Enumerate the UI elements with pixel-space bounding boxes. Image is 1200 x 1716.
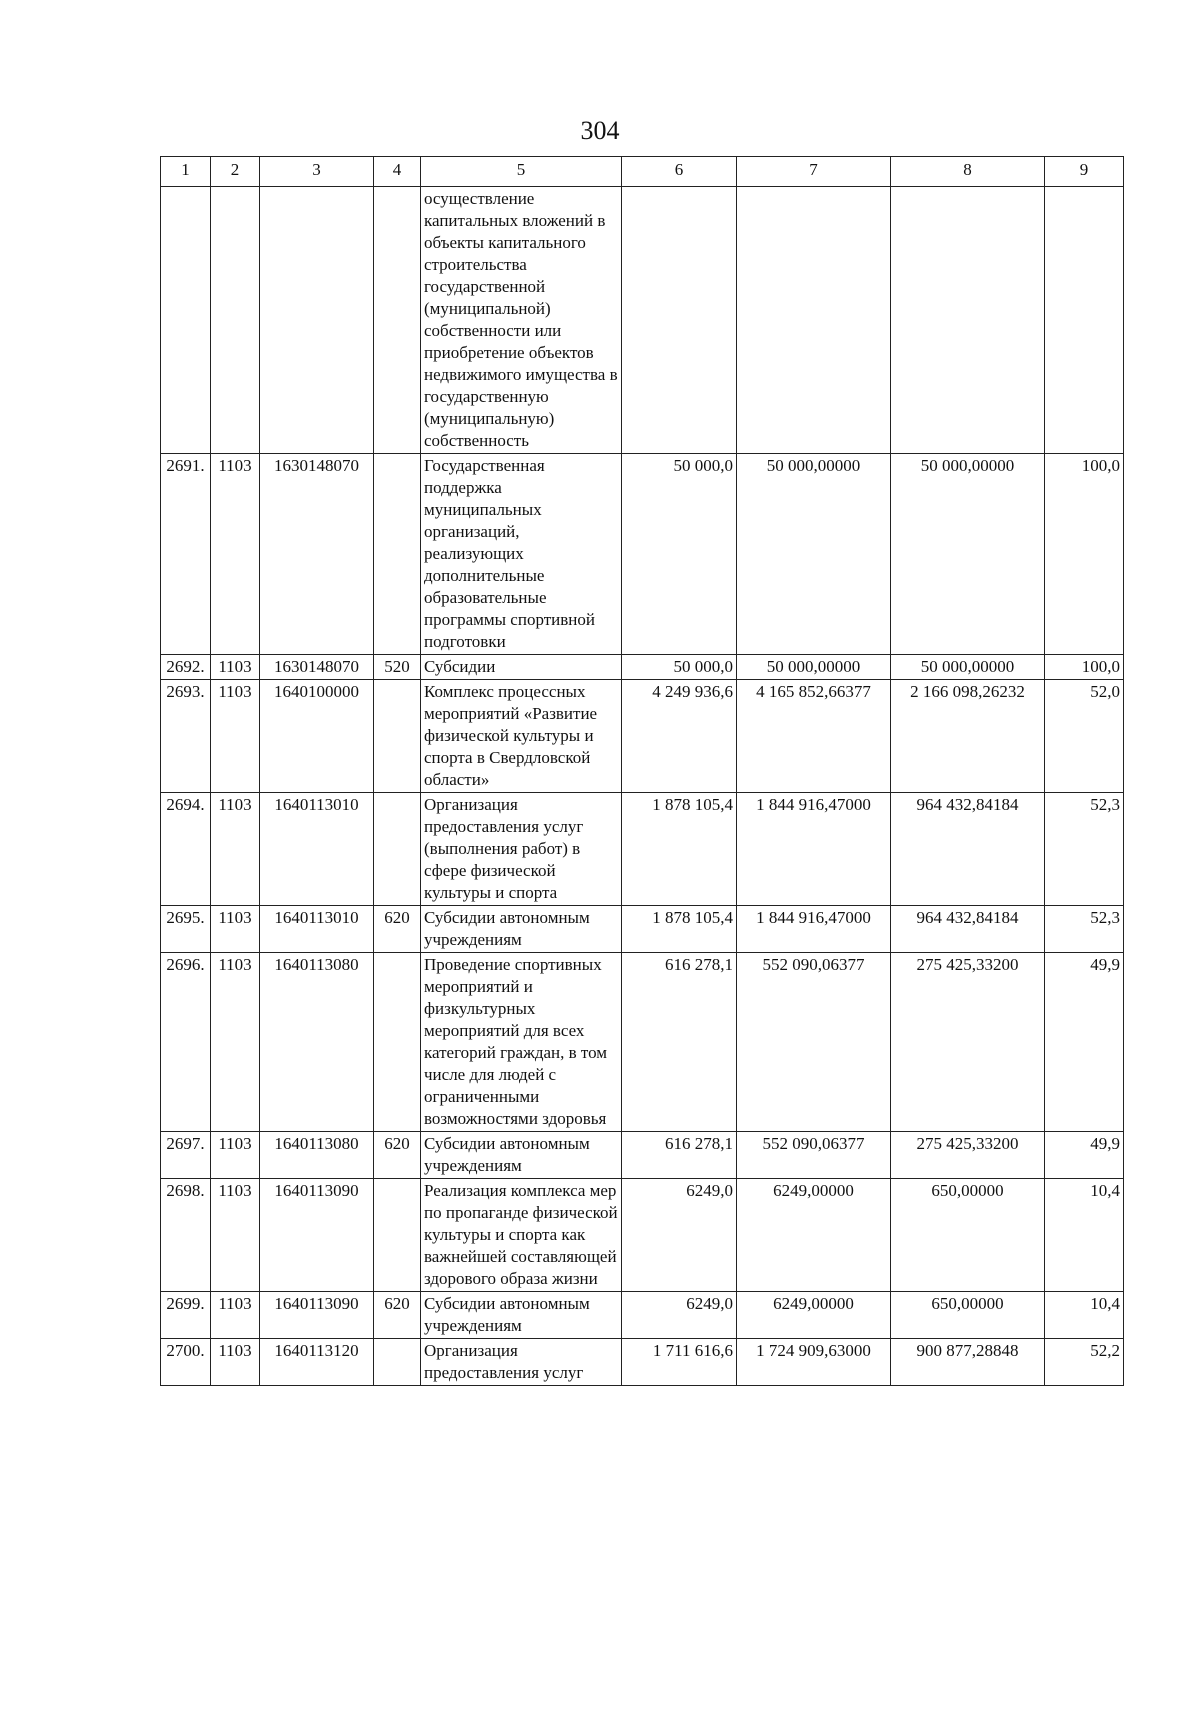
expense-type-code xyxy=(374,1339,421,1386)
value-col-7: 1 844 916,47000 xyxy=(737,906,891,953)
value-col-6: 1 711 616,6 xyxy=(622,1339,737,1386)
percent-col-9: 52,3 xyxy=(1045,793,1124,906)
target-article-code: 1630148070 xyxy=(260,655,374,680)
value-col-8: 275 425,33200 xyxy=(891,1132,1045,1179)
percent-col-9: 100,0 xyxy=(1045,454,1124,655)
item-name: Организация предоставления услуг (выполнения работ) в сфере физической культуры и спорта xyxy=(421,793,622,906)
row-number: 2694. xyxy=(161,793,211,906)
value-col-6: 6249,0 xyxy=(622,1292,737,1339)
column-header-9: 9 xyxy=(1045,157,1124,187)
expense-type-code xyxy=(374,454,421,655)
item-name: осуществление капитальных вложений в объекты капитального строительства государственной (муниципальной) собственности или приобретение объектов недвижимого имущества в государственную (муниципальную) собственность xyxy=(421,187,622,454)
value-col-7: 552 090,06377 xyxy=(737,953,891,1132)
value-col-8: 964 432,84184 xyxy=(891,906,1045,953)
expense-type-code: 620 xyxy=(374,1292,421,1339)
item-name: Проведение спортивных мероприятий и физкультурных мероприятий для всех категорий граждан, в том числе для людей с ограниченными возможностями здоровья xyxy=(421,953,622,1132)
item-name: Комплекс процессных мероприятий «Развитие физической культуры и спорта в Свердловской области» xyxy=(421,680,622,793)
value-col-6: 6249,0 xyxy=(622,1179,737,1292)
target-article-code: 1640113090 xyxy=(260,1292,374,1339)
section-code: 1103 xyxy=(211,906,260,953)
row-number: 2693. xyxy=(161,680,211,793)
section-code: 1103 xyxy=(211,1132,260,1179)
value-col-8: 50 000,00000 xyxy=(891,454,1045,655)
item-name: Реализация комплекса мер по пропаганде физической культуры и спорта как важнейшей составляющей здорового образа жизни xyxy=(421,1179,622,1292)
target-article-code: 1640113080 xyxy=(260,1132,374,1179)
row-number: 2696. xyxy=(161,953,211,1132)
target-article-code: 1630148070 xyxy=(260,454,374,655)
row-number: 2697. xyxy=(161,1132,211,1179)
table-row xyxy=(161,454,1124,655)
item-name: Субсидии автономным учреждениям xyxy=(421,1132,622,1179)
expense-type-code xyxy=(374,1179,421,1292)
value-col-6: 4 249 936,6 xyxy=(622,680,737,793)
value-col-8: 2 166 098,26232 xyxy=(891,680,1045,793)
value-col-7: 4 165 852,66377 xyxy=(737,680,891,793)
target-article-code xyxy=(260,187,374,454)
table-row xyxy=(161,906,1124,953)
expense-type-code: 620 xyxy=(374,906,421,953)
value-col-8: 650,00000 xyxy=(891,1292,1045,1339)
percent-col-9 xyxy=(1045,187,1124,454)
column-header-3: 3 xyxy=(260,157,374,187)
row-number xyxy=(161,187,211,454)
value-col-8: 964 432,84184 xyxy=(891,793,1045,906)
column-header-2: 2 xyxy=(211,157,260,187)
table-row xyxy=(161,1339,1124,1386)
table-row xyxy=(161,1292,1124,1339)
table-row xyxy=(161,1132,1124,1179)
table-row xyxy=(161,680,1124,793)
expense-type-code: 620 xyxy=(374,1132,421,1179)
expense-type-code xyxy=(374,187,421,454)
column-header-4: 4 xyxy=(374,157,421,187)
value-col-6: 50 000,0 xyxy=(622,655,737,680)
page-number: 304 xyxy=(580,116,620,145)
percent-col-9: 52,3 xyxy=(1045,906,1124,953)
value-col-6: 1 878 105,4 xyxy=(622,906,737,953)
table-row xyxy=(161,187,1124,454)
value-col-6: 616 278,1 xyxy=(622,953,737,1132)
target-article-code: 1640100000 xyxy=(260,680,374,793)
row-number: 2698. xyxy=(161,1179,211,1292)
value-col-6 xyxy=(622,187,737,454)
row-number: 2695. xyxy=(161,906,211,953)
value-col-8: 650,00000 xyxy=(891,1179,1045,1292)
value-col-7: 1 844 916,47000 xyxy=(737,793,891,906)
target-article-code: 1640113010 xyxy=(260,793,374,906)
table-row xyxy=(161,953,1124,1132)
item-name: Субсидии автономным учреждениям xyxy=(421,1292,622,1339)
value-col-6: 616 278,1 xyxy=(622,1132,737,1179)
row-number: 2699. xyxy=(161,1292,211,1339)
value-col-7 xyxy=(737,187,891,454)
column-header-5: 5 xyxy=(421,157,622,187)
section-code: 1103 xyxy=(211,793,260,906)
section-code: 1103 xyxy=(211,1292,260,1339)
column-header-7: 7 xyxy=(737,157,891,187)
section-code: 1103 xyxy=(211,953,260,1132)
value-col-7: 6249,00000 xyxy=(737,1292,891,1339)
row-number: 2700. xyxy=(161,1339,211,1386)
value-col-7: 50 000,00000 xyxy=(737,454,891,655)
value-col-8: 50 000,00000 xyxy=(891,655,1045,680)
expense-type-code xyxy=(374,953,421,1132)
budget-table xyxy=(160,156,1124,1386)
section-code: 1103 xyxy=(211,680,260,793)
section-code xyxy=(211,187,260,454)
percent-col-9: 10,4 xyxy=(1045,1292,1124,1339)
item-name: Субсидии xyxy=(421,655,622,680)
section-code: 1103 xyxy=(211,1179,260,1292)
expense-type-code xyxy=(374,680,421,793)
item-name: Государственная поддержка муниципальных организаций, реализующих дополнительные образовательные программы спортивной подготовки xyxy=(421,454,622,655)
row-number: 2691. xyxy=(161,454,211,655)
column-header-6: 6 xyxy=(622,157,737,187)
target-article-code: 1640113010 xyxy=(260,906,374,953)
target-article-code: 1640113120 xyxy=(260,1339,374,1386)
value-col-8 xyxy=(891,187,1045,454)
percent-col-9: 49,9 xyxy=(1045,1132,1124,1179)
target-article-code: 1640113080 xyxy=(260,953,374,1132)
percent-col-9: 52,2 xyxy=(1045,1339,1124,1386)
column-header-1: 1 xyxy=(161,157,211,187)
row-number: 2692. xyxy=(161,655,211,680)
value-col-8: 900 877,28848 xyxy=(891,1339,1045,1386)
column-header-8: 8 xyxy=(891,157,1045,187)
table-body xyxy=(161,187,1124,1386)
item-name: Субсидии автономным учреждениям xyxy=(421,906,622,953)
value-col-7: 6249,00000 xyxy=(737,1179,891,1292)
value-col-8: 275 425,33200 xyxy=(891,953,1045,1132)
value-col-6: 50 000,0 xyxy=(622,454,737,655)
value-col-7: 552 090,06377 xyxy=(737,1132,891,1179)
item-name: Организация предоставления услуг xyxy=(421,1339,622,1386)
percent-col-9: 10,4 xyxy=(1045,1179,1124,1292)
percent-col-9: 52,0 xyxy=(1045,680,1124,793)
header-row xyxy=(161,157,1124,187)
section-code: 1103 xyxy=(211,454,260,655)
percent-col-9: 100,0 xyxy=(1045,655,1124,680)
expense-type-code: 520 xyxy=(374,655,421,680)
percent-col-9: 49,9 xyxy=(1045,953,1124,1132)
section-code: 1103 xyxy=(211,655,260,680)
value-col-7: 1 724 909,63000 xyxy=(737,1339,891,1386)
table-row xyxy=(161,1179,1124,1292)
expense-type-code xyxy=(374,793,421,906)
table-row xyxy=(161,793,1124,906)
table-row xyxy=(161,655,1124,680)
value-col-6: 1 878 105,4 xyxy=(622,793,737,906)
section-code: 1103 xyxy=(211,1339,260,1386)
target-article-code: 1640113090 xyxy=(260,1179,374,1292)
value-col-7: 50 000,00000 xyxy=(737,655,891,680)
